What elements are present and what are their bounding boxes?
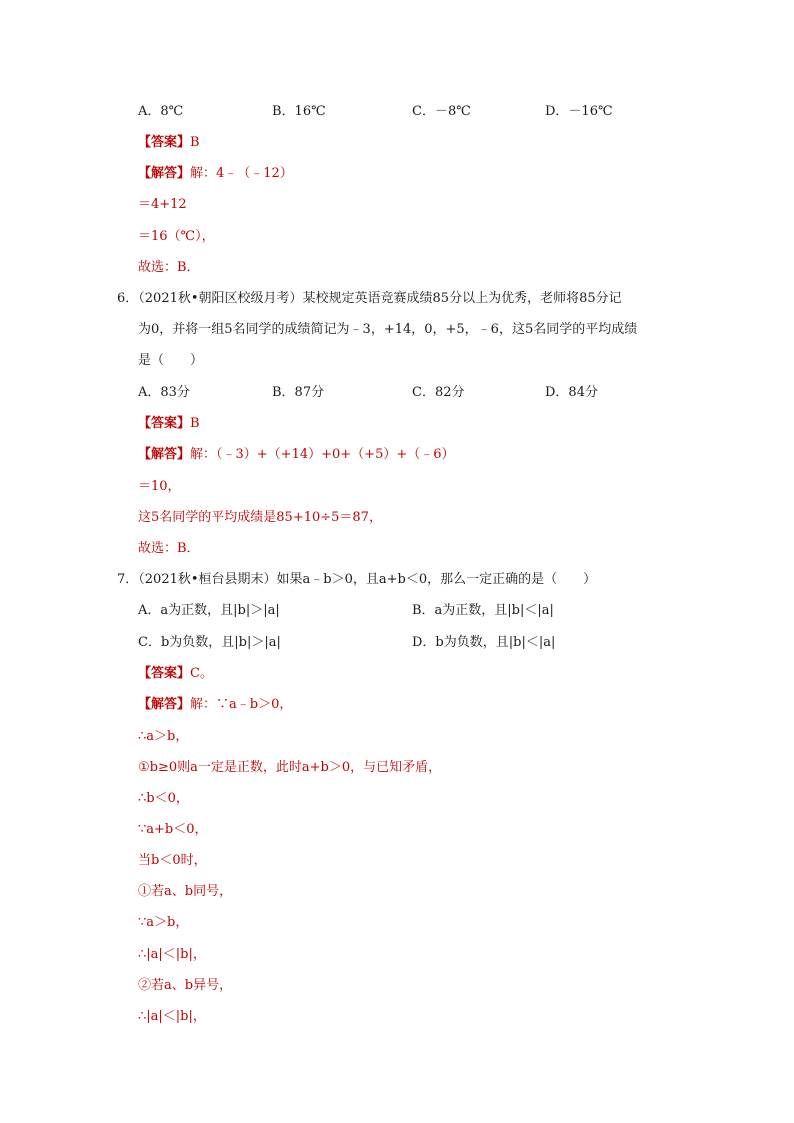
q6-stem-line-1: 6．（2021秋•朝阳区校级月考）某校规定英语竞赛成绩85分以上为优秀，老师将85分记 — [117, 291, 622, 306]
q6-solution-line-3: 这5名同学的平均成绩是85+10÷5＝87， — [138, 510, 382, 525]
q7-answer — [138, 665, 213, 683]
q6-solution-line-1 — [138, 446, 455, 464]
q7-solution-line-8: ∵a＞b， — [138, 915, 189, 930]
q6-option-b: B．87分 — [272, 385, 325, 400]
solution-text: 解：4﹣（﹣12） — [190, 166, 293, 181]
q5-solution-line-4: 故选：B． — [138, 260, 200, 275]
solution-tag: 【解答】 — [138, 697, 191, 712]
solution-text: 解：∵a﹣b＞0， — [190, 697, 293, 712]
q6-option-c: C．82分 — [412, 385, 465, 400]
answer-tag: 【答案】 — [138, 416, 191, 431]
q7-option-a: A．a为正数，且|b|＞|a| — [138, 603, 280, 618]
q7-solution-line-5: ∵a+b＜0， — [138, 822, 208, 837]
q7-stem: 7．（2021秋•桓台县期末）如果a﹣b＞0，且a+b＜0，那么一定正确的是（ ） — [117, 572, 597, 587]
q7-solution-line-9: ∴|a|＜|b|， — [138, 947, 206, 962]
q7-solution-line-4: ∴b＜0， — [138, 791, 189, 806]
q7-solution-line-11: ∴|a|＜|b|， — [138, 1009, 206, 1024]
q7-solution-line-6: 当b＜0时， — [138, 853, 207, 868]
q6-answer — [138, 415, 200, 433]
q7-option-d: D．b为负数，且|b|＜|a| — [412, 635, 556, 650]
answer-tag: 【答案】 — [138, 666, 191, 681]
q5-solution-line-2: ＝4+12 — [138, 197, 187, 212]
q5-solution-line-3: ＝16（℃）， — [138, 229, 215, 244]
q5-option-d: D．－16℃ — [545, 104, 613, 119]
solution-text: 解：（﹣3）+（+14）+0+（+5）+（﹣6） — [190, 447, 455, 462]
solution-tag: 【解答】 — [138, 447, 191, 462]
q6-stem-line-2: 为0，并将一组5名同学的成绩简记为﹣3，+14，0，+5，﹣6，这5名同学的平均成绩 — [138, 322, 638, 337]
q7-solution-line-10: ②若a、b异号， — [138, 978, 233, 993]
q6-option-a: A．83分 — [138, 385, 190, 400]
answer-value: B — [190, 416, 200, 431]
q7-solution-line-2: ∴a＞b， — [138, 729, 189, 744]
q7-option-c: C．b为负数，且|b|＞|a| — [138, 635, 281, 650]
q6-option-d: D．84分 — [545, 385, 598, 400]
answer-value: C。 — [190, 666, 213, 681]
q6-stem-line-3: 是（ ） — [138, 353, 204, 368]
q5-option-a: A．8℃ — [138, 104, 184, 119]
q5-option-c: C．－8℃ — [412, 104, 471, 119]
q7-option-b: B．a为正数，且|b|＜|a| — [412, 603, 554, 618]
q7-solution-line-1 — [138, 696, 292, 714]
q5-answer — [138, 134, 200, 152]
q6-solution-line-2: ＝10， — [138, 479, 181, 494]
answer-tag: 【答案】 — [138, 135, 191, 150]
solution-tag: 【解答】 — [138, 166, 191, 181]
q5-solution-line-1 — [138, 165, 293, 183]
q7-solution-line-3: ①b≥0则a一定是正数，此时a+b＞0，与已知矛盾， — [138, 760, 442, 775]
q6-solution-line-4: 故选：B． — [138, 541, 200, 556]
q7-solution-line-7: ①若a、b同号， — [138, 884, 233, 899]
q5-option-b: B．16℃ — [272, 104, 326, 119]
answer-value: B — [190, 135, 200, 150]
